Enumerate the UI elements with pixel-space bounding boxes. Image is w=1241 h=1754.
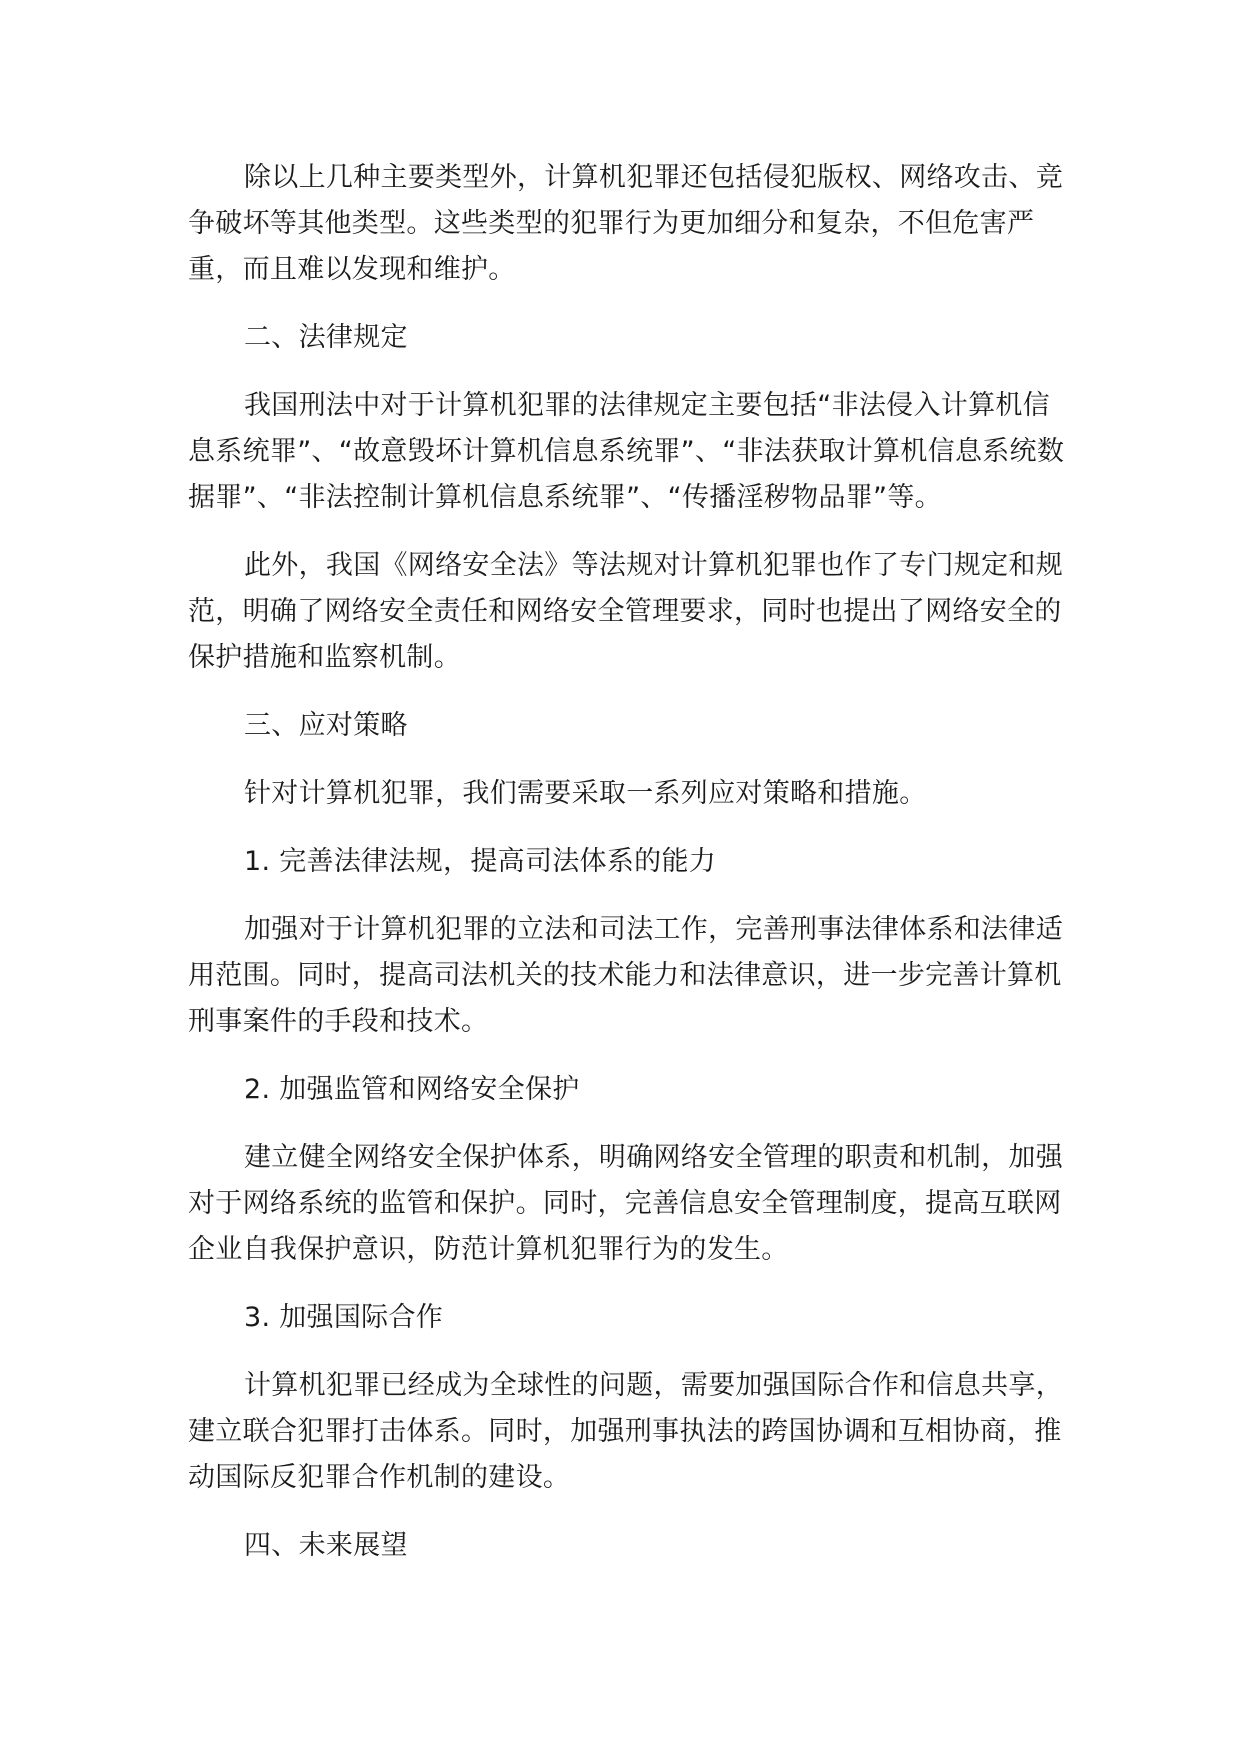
document-body [188,155,1068,1591]
paragraph-countermeasures-intro: 针对计算机犯罪，我们需要采取一系列应对策略和措施。 [244,778,927,809]
subheading-international-cooperation: 3. 加强国际合作 [244,1302,444,1333]
paragraph-strengthen-supervision: 建立健全网络安全保护体系，明确网络安全管理的职责和机制，加强对于网络系统的监管和保护。同时，完善信息安全管理制度，提高互联网企业自我保护意识，防范计算机犯罪行为的发生。 [188,1142,1063,1265]
paragraph-international-cooperation: 计算机犯罪已经成为全球性的问题，需要加强国际合作和信息共享，建立联合犯罪打击体系。同时，加强刑事执法的跨国协调和互相协商，推动国际反犯罪合作机制的建设。 [188,1370,1063,1493]
section-heading-future-outlook: 四、未来展望 [244,1530,408,1561]
paragraph-other-crime-types: 除以上几种主要类型外，计算机犯罪还包括侵犯版权、网络攻击、竞争破坏等其他类型。这些类型的犯罪行为更加细分和复杂，不但危害严重，而且难以发现和维护。 [188,162,1063,285]
paragraph-criminal-law-provisions: 我国刑法中对于计算机犯罪的法律规定主要包括“非法侵入计算机信息系统罪”、“故意毁坏计算机信息系统罪”、“非法获取计算机信息系统数据罪”、“非法控制计算机信息系统罪”、“传播淫秽物品罪”等。 [188,390,1065,513]
section-heading-legal-provisions: 二、法律规定 [244,322,408,353]
subheading-improve-laws: 1. 完善法律法规，提高司法体系的能力 [244,846,717,877]
section-heading-countermeasures: 三、应对策略 [244,710,408,741]
paragraph-improve-laws: 加强对于计算机犯罪的立法和司法工作，完善刑事法律体系和法律适用范围。同时，提高司法机关的技术能力和法律意识，进一步完善计算机刑事案件的手段和技术。 [188,914,1063,1037]
subheading-strengthen-supervision: 2. 加强监管和网络安全保护 [244,1074,580,1105]
paragraph-cybersecurity-law: 此外，我国《网络安全法》等法规对计算机犯罪也作了专门规定和规范，明确了网络安全责任和网络安全管理要求，同时也提出了网络安全的保护措施和监察机制。 [188,550,1063,673]
